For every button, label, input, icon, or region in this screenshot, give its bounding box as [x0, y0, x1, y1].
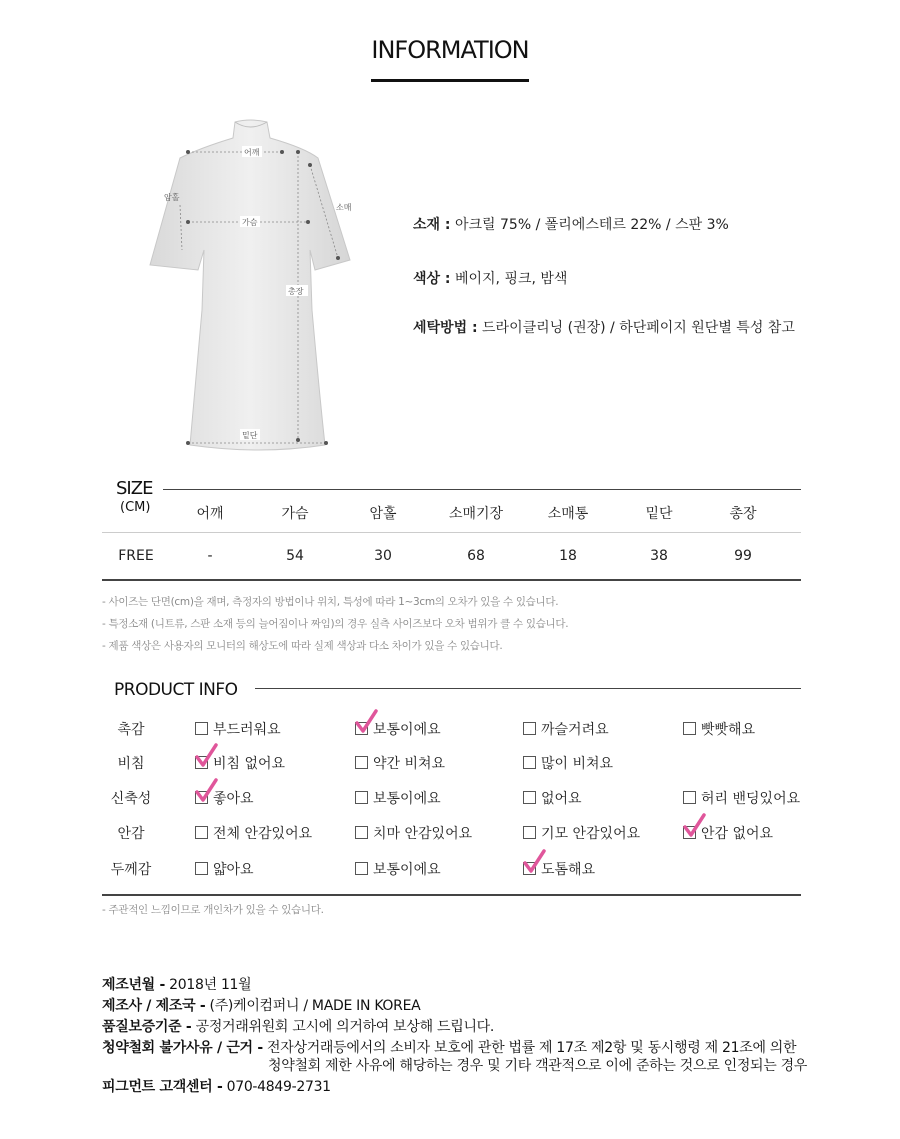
- attr-label-lining: 안감: [117, 826, 145, 842]
- checkbox: [355, 862, 368, 875]
- check-icon: [194, 743, 218, 769]
- label-length: 총장: [288, 287, 304, 296]
- product-info-title: PRODUCT INFO: [114, 680, 238, 700]
- withdrawal-reason-cont: 청약철회 제한 사유에 해당하는 경우 및 기타 객관적으로 이에 준하는 것으로 인정되는 경우: [268, 1058, 808, 1074]
- col-header-armhole: 암홀: [369, 506, 397, 522]
- size-unit: (CM): [120, 500, 151, 515]
- dress-shape: [150, 120, 350, 450]
- title-underline: [371, 79, 529, 82]
- check-icon: [194, 778, 218, 804]
- option: 보통이에요: [355, 859, 441, 879]
- option: 약간 비쳐요: [355, 753, 445, 773]
- customer-center: 피그먼트 고객센터 - 070-4849-2731: [102, 1079, 331, 1095]
- option: 전체 안감있어요: [195, 823, 312, 843]
- option: 보통이에요: [355, 788, 441, 808]
- checkbox: [523, 826, 536, 839]
- checkbox-checked: [355, 722, 368, 735]
- checkbox-checked: [195, 756, 208, 769]
- checkbox: [523, 791, 536, 804]
- col-header-total-length: 총장: [729, 506, 757, 522]
- checkbox: [683, 722, 696, 735]
- checkbox: [195, 862, 208, 875]
- col-header-hem: 밑단: [645, 506, 673, 522]
- divider: [102, 579, 801, 581]
- attr-label-sheerness: 비침: [117, 756, 145, 772]
- option: 부드러워요: [195, 719, 281, 739]
- option: 좋아요: [195, 788, 254, 808]
- label-armhole: 암홀: [164, 193, 180, 202]
- garment-illustration: [130, 110, 370, 460]
- attr-label-touch: 촉감: [117, 722, 145, 738]
- attr-label-stretch: 신축성: [110, 791, 152, 807]
- checkbox: [355, 756, 368, 769]
- option: 안감 없어요: [683, 823, 773, 843]
- size-note: - 특정소재 (니트류, 스판 소재 등의 늘어짐이나 짜임)의 경우 실측 사이즈보다 오차 범위가 클 수 있습니다.: [102, 618, 569, 630]
- col-header-sleeve-length: 소매기장: [448, 506, 504, 522]
- check-icon: [354, 709, 378, 735]
- checkbox-checked: [683, 826, 696, 839]
- divider: [102, 532, 801, 533]
- material-line: 소재 : 아크릴 75% / 폴리에스테르 22% / 스판 3%: [413, 217, 729, 233]
- color-line: 색상 : 베이지, 핑크, 밤색: [413, 271, 568, 287]
- attr-label-thickness: 두께감: [110, 862, 152, 878]
- checkbox: [355, 826, 368, 839]
- col-header-shoulder: 어깨: [196, 506, 224, 522]
- table-cell: 18: [559, 548, 577, 564]
- size-title: SIZE: [116, 478, 153, 499]
- table-cell: 99: [734, 548, 752, 564]
- option: 치마 안감있어요: [355, 823, 472, 843]
- table-cell: 38: [650, 548, 668, 564]
- col-header-sleeve-width: 소매통: [547, 506, 589, 522]
- page-title: INFORMATION: [371, 36, 529, 64]
- option: 보통이에요: [355, 719, 441, 739]
- check-icon: [682, 813, 706, 839]
- col-header-chest: 가슴: [281, 506, 309, 522]
- option: 까슬거려요: [523, 719, 609, 739]
- table-cell: 30: [374, 548, 392, 564]
- quality-standard: 품질보증기준 - 공정거래위원회 고시에 의거하여 보상해 드립니다.: [102, 1019, 495, 1035]
- label-chest: 가슴: [242, 218, 258, 227]
- size-note: - 제품 색상은 사용자의 모니터의 해상도에 따라 실제 색상과 다소 차이가 있을 수 있습니다.: [102, 640, 503, 652]
- checkbox: [195, 826, 208, 839]
- option: 많이 비쳐요: [523, 753, 613, 773]
- checkbox: [523, 722, 536, 735]
- size-row-label: FREE: [118, 548, 154, 564]
- option: 기모 안감있어요: [523, 823, 640, 843]
- manufacturer: 제조사 / 제조국 - (주)케이컴퍼니 / MADE IN KOREA: [102, 998, 421, 1014]
- option: 없어요: [523, 788, 582, 808]
- washing-line: 세탁방법 : 드라이클리닝 (권장) / 하단페이지 원단별 특성 참고: [413, 320, 795, 336]
- divider: [255, 688, 801, 689]
- option: 얇아요: [195, 859, 254, 879]
- size-note: - 사이즈는 단면(cm)을 재며, 측정자의 방법이나 위치, 특성에 따라 1~3cm의 오차가 있을 수 있습니다.: [102, 596, 559, 608]
- product-info-note: - 주관적인 느낌이므로 개인차가 있을 수 있습니다.: [102, 904, 324, 916]
- table-cell: 54: [286, 548, 304, 564]
- checkbox: [195, 722, 208, 735]
- checkbox: [523, 756, 536, 769]
- table-cell: -: [207, 548, 213, 564]
- label-shoulder: 어깨: [244, 148, 260, 157]
- withdrawal-reason: 청약철회 불가사유 / 근거 - 전자상거래등에서의 소비자 보호에 관한 법률 제 17조 제2항 및 동시행령 제 21조에 의한: [102, 1040, 797, 1056]
- label-hem: 밑단: [242, 431, 258, 440]
- manufacture-date: 제조년월 - 2018년 11월: [102, 977, 252, 993]
- option: 빳빳해요: [683, 719, 755, 739]
- check-icon: [522, 849, 546, 875]
- checkbox: [355, 791, 368, 804]
- option: 허리 밴딩있어요: [683, 788, 800, 808]
- checkbox-checked: [523, 862, 536, 875]
- label-sleeve: 소매: [336, 203, 352, 212]
- option: 도톰해요: [523, 859, 595, 879]
- checkbox-checked: [195, 791, 208, 804]
- option: 비침 없어요: [195, 753, 285, 773]
- divider: [163, 489, 801, 490]
- checkbox: [683, 791, 696, 804]
- table-cell: 68: [467, 548, 485, 564]
- divider: [102, 894, 801, 896]
